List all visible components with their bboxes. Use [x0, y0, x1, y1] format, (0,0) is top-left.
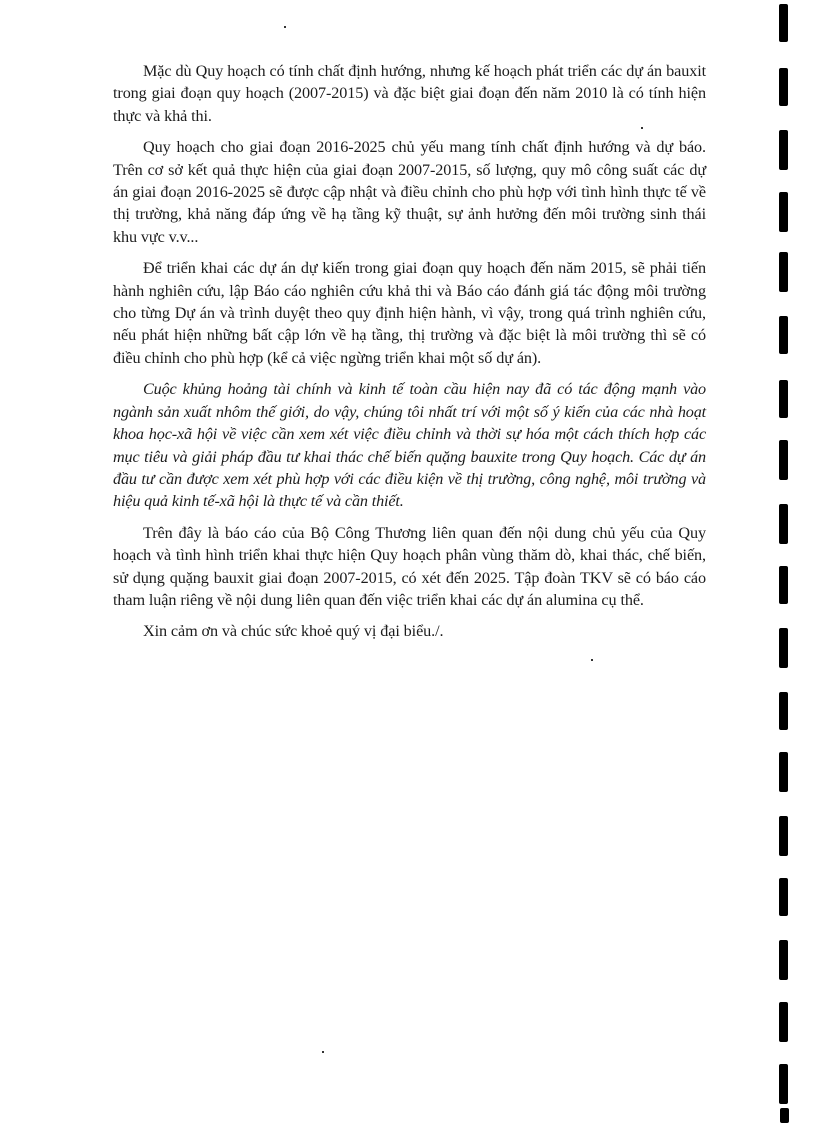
document-body: [113, 60, 706, 652]
paragraph-report-summary: Trên đây là báo cáo của Bộ Công Thương liên quan đến nội dung chủ yếu của Quy hoạch và tình hình triển khai thực hiện Quy hoạch phân vùng thăm dò, khai thác, chế biến, sử dụng quặng bauxit giai đoạn 2007-2015, có xét đến 2025. Tập đoàn TKV sẽ có báo cáo tham luận riêng về nội dung liên quan đến việc triển khai các dự án alumina cụ thể.: [113, 523, 706, 609]
scan-edge-mark: [779, 752, 788, 792]
scan-edge-mark: [779, 878, 788, 916]
scan-edge-mark: [779, 816, 788, 856]
scan-edge-mark: [779, 4, 788, 42]
paragraph-planning-feasibility: Mặc dù Quy hoạch có tính chất định hướng, nhưng kế hoạch phát triển các dự án bauxit trong giai đoạn quy hoạch (2007-2015) và đặc biệt giai đoạn đến năm 2010 là có tính hiện thực và khả thi.: [113, 62, 706, 125]
scan-edge-mark: [779, 130, 788, 170]
scan-edge-mark: [779, 1064, 788, 1104]
scan-edge-mark: [779, 940, 788, 980]
scan-speck: [284, 26, 286, 28]
scan-edge-mark: [780, 1108, 789, 1123]
scan-speck: [641, 127, 643, 129]
scan-edge-mark: [779, 692, 788, 730]
paragraph-closing-thanks: Xin cảm ơn và chúc sức khoẻ quý vị đại biểu./.: [143, 622, 444, 641]
paragraph-2016-2025-orientation: Quy hoạch cho giai đoạn 2016-2025 chủ yếu mang tính chất định hướng và dự báo. Trên cơ sở kết quả thực hiện của giai đoạn 2007-2015, số lượng, quy mô công suất các dự án giai đoạn 2016-2025 sẽ được cập nhật và điều chỉnh cho phù hợp với tình hình thực tế về thị trường, khả năng đáp ứng về hạ tầng kỹ thuật, sự ảnh hưởng đến môi trường sinh thái khu vực v.v...: [113, 138, 706, 246]
paragraph-project-implementation: Để triển khai các dự án dự kiến trong giai đoạn quy hoạch đến năm 2015, sẽ phải tiến hành nghiên cứu, lập Báo cáo nghiên cứu khả thi và Báo cáo đánh giá tác động môi trường cho từng Dự án và trình duyệt theo quy định hiện hành, vì vậy, trong quá trình nghiên cứu, nếu phát hiện những bất cập lớn về hạ tầng, thị trường và đặc biệt là môi trường thì sẽ có điều chỉnh cho phù hợp (kể cả việc ngừng triển khai một số dự án).: [113, 259, 706, 367]
scan-edge-mark: [779, 316, 788, 354]
paragraph-financial-crisis: Cuộc khủng hoảng tài chính và kinh tế toàn cầu hiện nay đã có tác động mạnh vào ngành sản xuất nhôm thế giới, do vậy, chúng tôi nhất trí với một số ý kiến của các nhà hoạt khoa học-xã hội về việc cần xem xét việc điều chỉnh và thời sự hóa một cách thích hợp các mục tiêu và giải pháp đầu tư khai thác chế biến quặng bauxite trong Quy hoạch. Các dự án đầu tư cần được xem xét phù hợp với các điều kiện về thị trường, công nghệ, môi trường và hiệu quả kinh tế-xã hội là thực tế và cần thiết.: [113, 380, 706, 511]
scan-edge-mark: [779, 380, 788, 418]
scan-edge-mark: [779, 504, 788, 544]
scan-speck: [322, 1051, 324, 1053]
scan-edge-mark: [779, 566, 788, 604]
scan-edge-mark: [779, 1002, 788, 1042]
scan-speck: [591, 659, 593, 661]
scan-edge-mark: [779, 252, 788, 292]
scan-edge-mark: [779, 440, 788, 480]
scan-edge-mark: [779, 68, 788, 106]
scan-edge-mark: [779, 628, 788, 668]
scan-edge-mark: [779, 192, 788, 232]
